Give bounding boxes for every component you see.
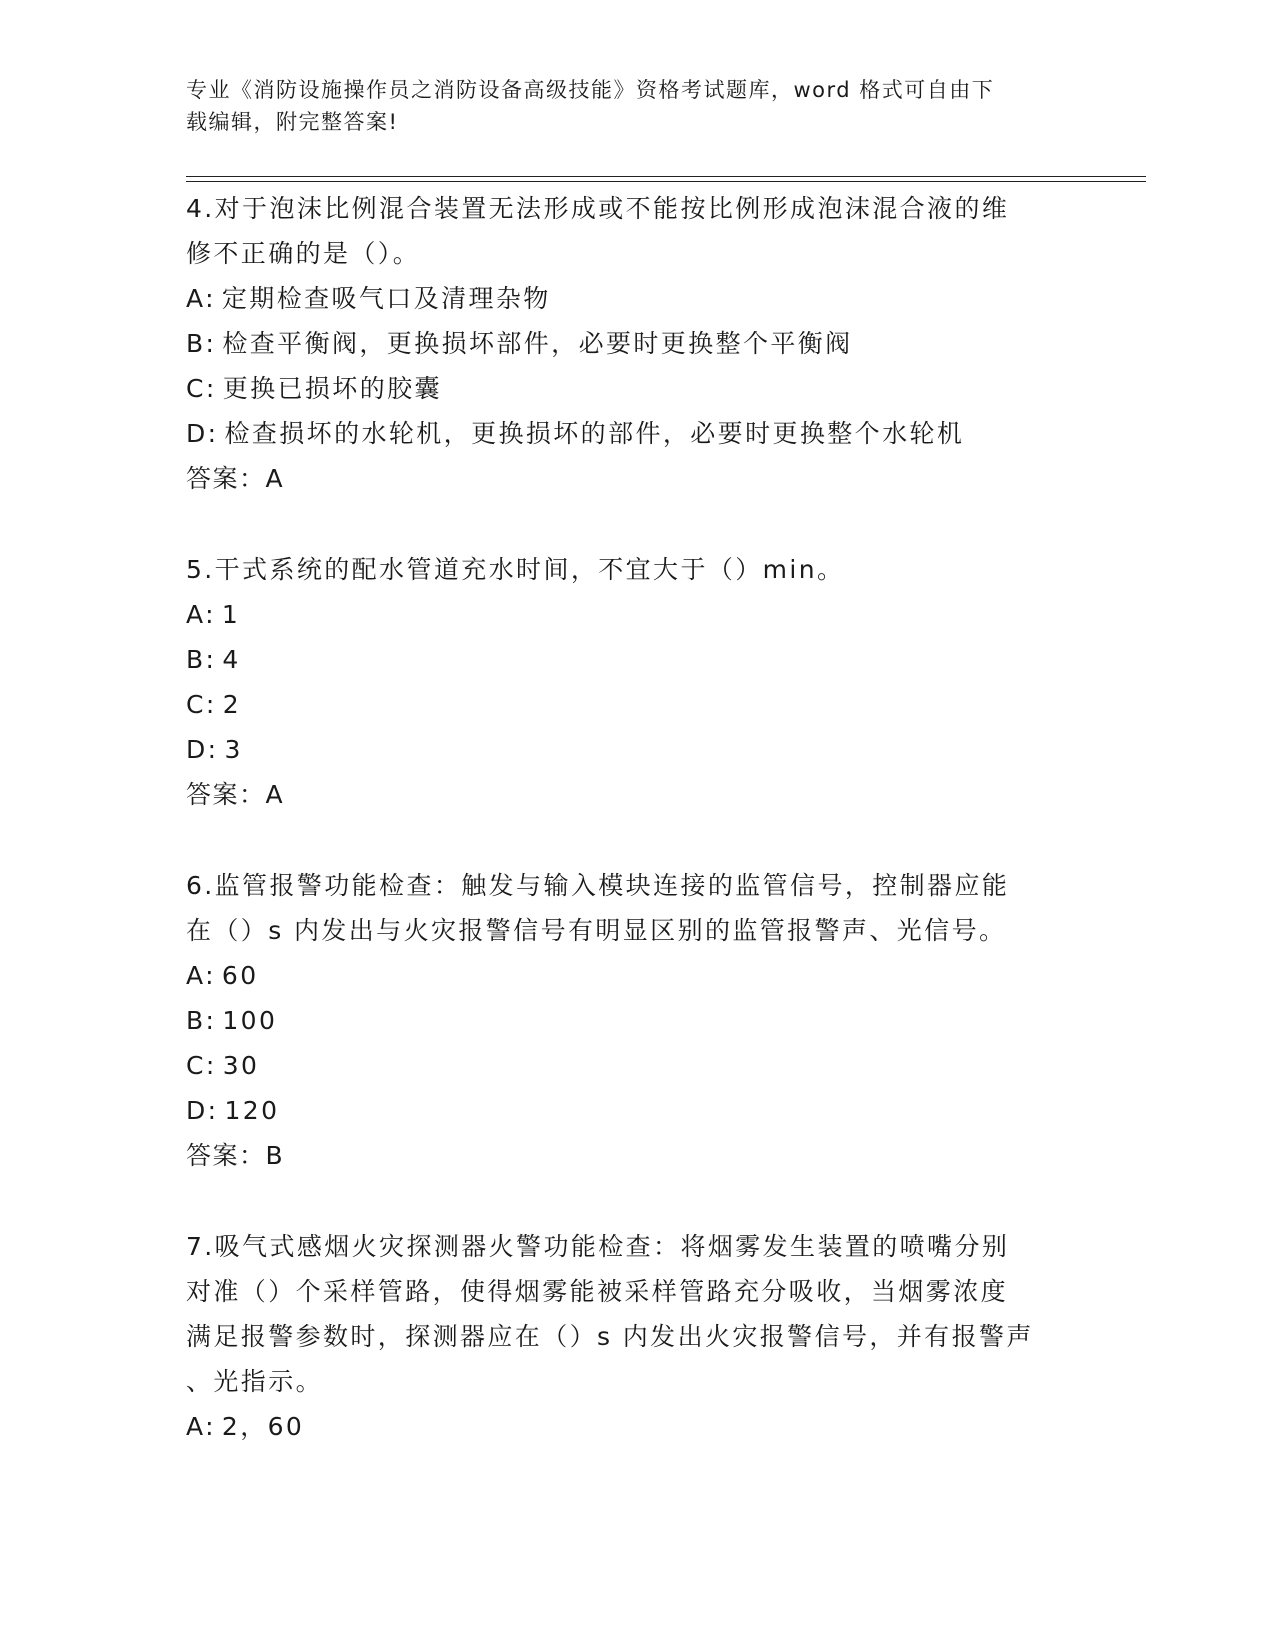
header-line-1: 专业《消防设施操作员之消防设备高级技能》资格考试题库，word 格式可自由下 <box>186 78 995 102</box>
option-a <box>186 953 1086 998</box>
option-text: 检查损坏的水轮机，更换损坏的部件，必要时更换整个水轮机 <box>224 419 965 448</box>
question-6 <box>186 863 1086 1178</box>
option-c <box>186 682 1086 727</box>
option-c <box>186 1043 1086 1088</box>
stem-line: 4.对于泡沫比例混合装置无法形成或不能按比例形成泡沫混合液的维 <box>186 194 1010 223</box>
stem-line: 5.干式系统的配水管道充水时间，不宜大于（）min。 <box>186 555 845 584</box>
document-header <box>186 74 1086 138</box>
option-a <box>186 592 1086 637</box>
question-4 <box>186 186 1086 501</box>
option-text: 1 <box>221 600 241 629</box>
option-text: 检查平衡阀，更换损坏部件，必要时更换整个平衡阀 <box>222 329 853 358</box>
option-text: 100 <box>222 1006 278 1035</box>
option-letter: C: <box>186 374 217 403</box>
stem-line: 、光指示。 <box>186 1367 324 1396</box>
question-list <box>186 186 1086 1495</box>
option-a <box>186 276 1086 321</box>
stem-line: 对准（）个采样管路，使得烟雾能被采样管路充分吸收，当烟雾浓度 <box>186 1277 1009 1306</box>
option-letter: A: <box>186 284 216 313</box>
option-b <box>186 321 1086 366</box>
header-line-2: 载编辑，附完整答案! <box>186 110 399 134</box>
option-text: 60 <box>221 961 259 990</box>
option-text: 4 <box>222 645 241 674</box>
option-letter: B: <box>186 1006 217 1035</box>
option-text: 2 <box>222 690 241 719</box>
header-divider-bottom <box>186 181 1146 182</box>
stem-line: 修不正确的是（）。 <box>186 239 421 268</box>
answer-line: 答案：A <box>186 780 285 809</box>
option-letter: A: <box>186 961 216 990</box>
option-b <box>186 637 1086 682</box>
option-text: 3 <box>224 735 243 764</box>
option-letter: C: <box>186 690 217 719</box>
option-c <box>186 366 1086 411</box>
option-text: 120 <box>224 1096 280 1125</box>
question-stem <box>186 186 1086 276</box>
question-stem <box>186 863 1086 953</box>
option-text: 更换已损坏的胶囊 <box>222 374 442 403</box>
stem-line: 满足报警参数时，探测器应在（）s 内发出火灾报警信号，并有报警声 <box>186 1322 1034 1351</box>
option-letter: D: <box>186 735 219 764</box>
stem-line: 7.吸气式感烟火灾探测器火警功能检查：将烟雾发生装置的喷嘴分别 <box>186 1232 1010 1261</box>
answer-line: 答案：B <box>186 1141 285 1170</box>
option-letter: C: <box>186 1051 217 1080</box>
question-5 <box>186 547 1086 817</box>
answer-line: 答案：A <box>186 464 285 493</box>
question-7 <box>186 1224 1086 1449</box>
option-letter: D: <box>186 419 219 448</box>
option-text: 30 <box>222 1051 260 1080</box>
option-d <box>186 411 1086 456</box>
option-letter: B: <box>186 329 217 358</box>
option-text: 定期检查吸气口及清理杂物 <box>221 284 551 313</box>
header-divider-top <box>186 176 1146 177</box>
option-letter: A: <box>186 1412 216 1441</box>
option-d <box>186 727 1086 772</box>
option-letter: B: <box>186 645 217 674</box>
option-b <box>186 998 1086 1043</box>
question-stem <box>186 547 1086 592</box>
stem-line: 6.监管报警功能检查：触发与输入模块连接的监管信号，控制器应能 <box>186 871 1010 900</box>
stem-line: 在（）s 内发出与火灾报警信号有明显区别的监管报警声、光信号。 <box>186 916 1007 945</box>
option-letter: D: <box>186 1096 219 1125</box>
option-letter: A: <box>186 600 216 629</box>
option-d <box>186 1088 1086 1133</box>
option-a <box>186 1404 1086 1449</box>
question-stem <box>186 1224 1086 1404</box>
option-text: 2，60 <box>221 1412 305 1441</box>
